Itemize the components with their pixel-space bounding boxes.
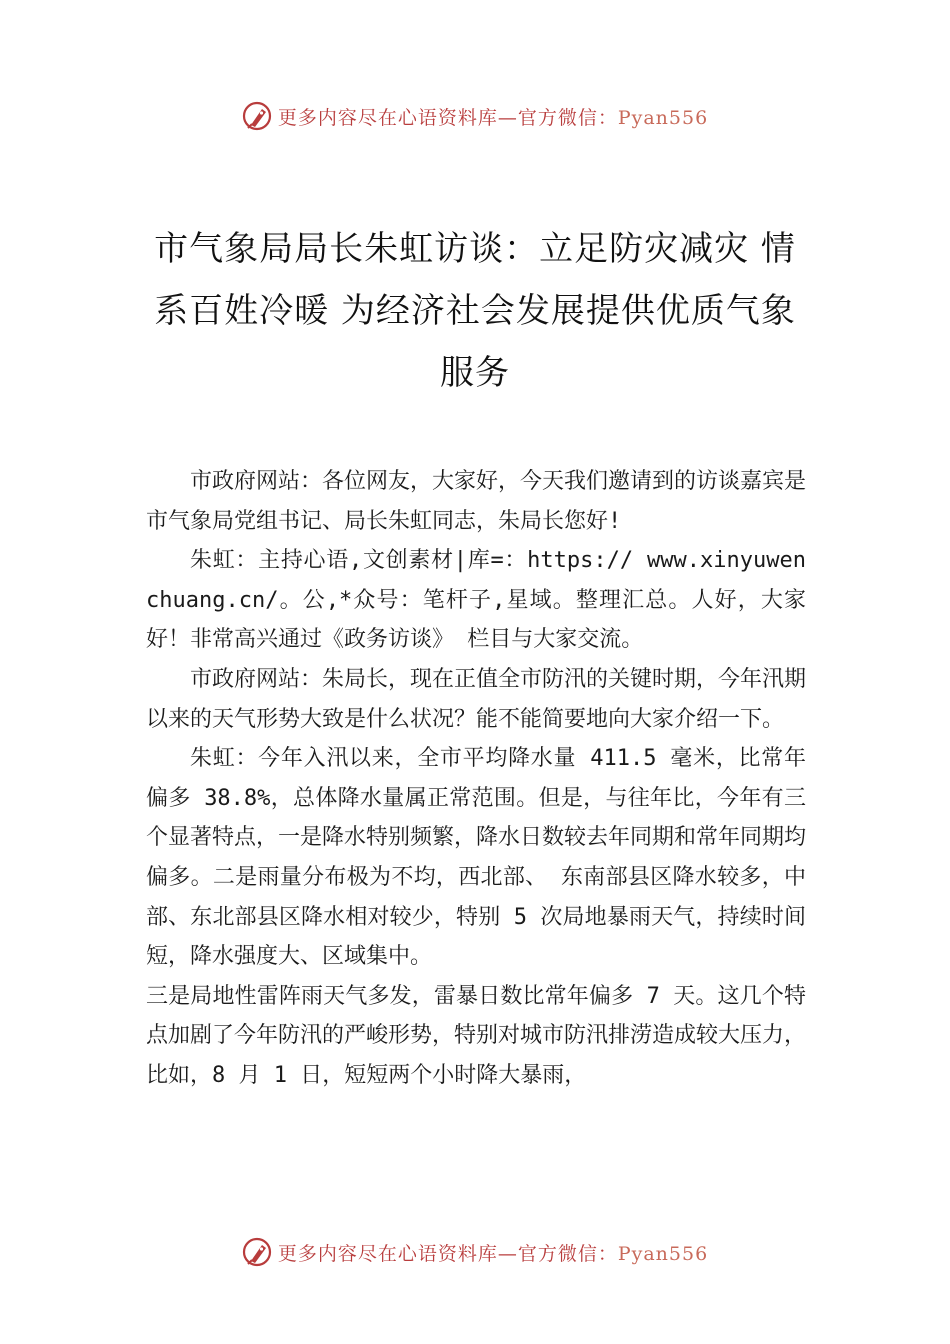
pen-nib-logo-icon xyxy=(242,1236,274,1268)
watermark-text: 更多内容尽在心语资料库—官方微信：Pyan556 xyxy=(277,1242,709,1265)
paragraph: 市政府网站：各位网友，大家好，今天我们邀请到的访谈嘉宾是市气象局党组书记、局长朱虹同志，朱局长您好! xyxy=(146,469,807,534)
watermark-banner-top xyxy=(0,96,950,136)
paragraph: 三是局地性雷阵雨天气多发，雷暴日数比常年偏多 7 天。这几个特点加剧了今年防汛的严峻形势，特别对城市防汛排涝造成较大压力，比如，8 月 1 日，短短两个小时降大暴雨， xyxy=(146,983,807,1088)
paragraph: 朱虹：主持心语,文创素材|库=：https:// www.xinyuwenchuang.cn/。公,*众号：笔杆子,星域。整理汇总。人好，大家好！非常高兴通过《政务访谈》 栏目与大家交流。 xyxy=(146,548,806,653)
document-body xyxy=(146,462,806,1096)
paragraph: 朱虹：今年入汛以来，全市平均降水量 411.5 毫米，比常年偏多 38.8%，总体降水量属正常范围。但是，与往年比，今年有三个显著特点，一是降水特别频繁，降水日数较去年同期和常年同期均偏多。二是雨量分布极为不均，西北部、 东南部县区降水较多，中部、东北部县区降水相对较少，特别 5 次局地暴雨天气，持续时间短，降水强度大、区域集中。 xyxy=(146,746,807,970)
pen-nib-logo-icon xyxy=(242,100,274,132)
document-title: 市气象局局长朱虹访谈：立足防灾减灾 情系百姓冷暖 为经济社会发展提供优质气象服务 xyxy=(154,229,796,393)
watermark-text: 更多内容尽在心语资料库—官方微信：Pyan556 xyxy=(277,106,709,129)
watermark-banner-bottom xyxy=(0,1232,950,1272)
paragraph: 市政府网站：朱局长，现在正值全市防汛的关键时期，今年汛期以来的天气形势大致是什么状况？能不能简要地向大家介绍一下。 xyxy=(146,666,807,732)
